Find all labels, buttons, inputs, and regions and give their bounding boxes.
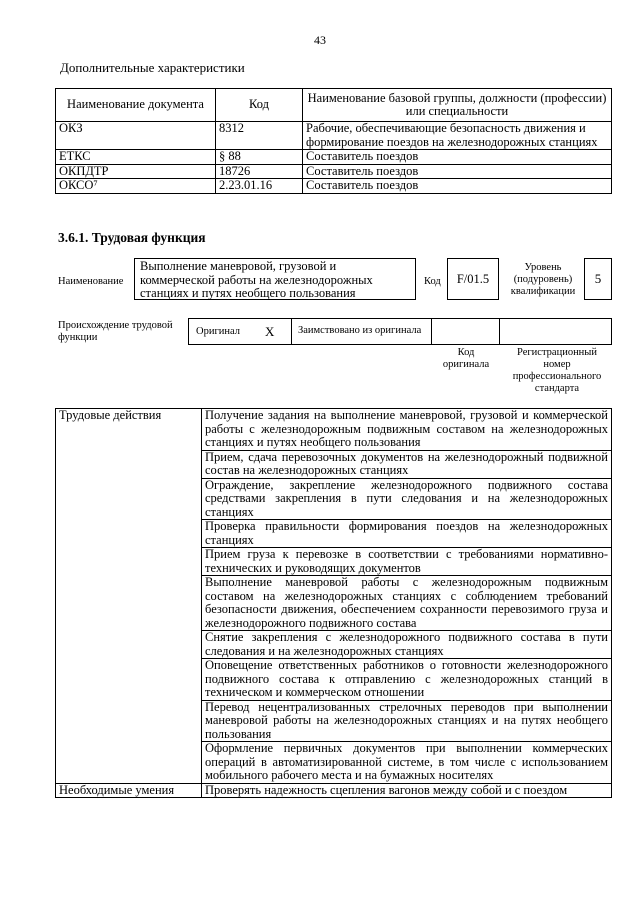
cell-code: 18726 [216, 164, 303, 179]
origin-label: Происхождение трудовой функции [58, 320, 173, 343]
table-row [56, 122, 612, 150]
additional-characteristics-title: Дополнительные характеристики [60, 60, 245, 75]
table-row [56, 409, 612, 451]
action-item: Оформление первичных документов при выполнении коммерческих операций в автоматизированной системе, в том числе с использованием мобильного рабочего места и на бумажных носителях [202, 742, 612, 784]
labor-actions-table [55, 408, 612, 798]
cell-document: ОКПДТР [56, 164, 216, 179]
action-item: Получение задания на выполнение маневровой, грузовой и коммерческой работы с железнодорожным подвижным составом на железнодорожных станциях и путях необщего пользования [202, 409, 612, 451]
level-value-box: 5 [584, 258, 612, 300]
original-code-caption: Код оригинала [442, 347, 490, 370]
table-row [56, 150, 612, 165]
action-item: Прием груза к перевозке в соответствии с требованиями нормативно-технических и руководящих документов [202, 548, 612, 576]
header-document: Наименование документа [56, 89, 216, 122]
cell-group: Составитель поездов [303, 164, 612, 179]
cell-document: ЕТКС [56, 150, 216, 165]
action-item: Прием, сдача перевозочных документов на железнодорожный подвижной состав на железнодорожных станциях [202, 450, 612, 478]
original-mark: X [265, 324, 275, 339]
cell-document: ОКЗ [56, 122, 216, 150]
table-header-row [56, 89, 612, 122]
action-item: Перевод нецентрализованных стрелочных переводов при выполнении маневровой работы на железнодорожных станциях и на путях необщего пользования [202, 700, 612, 742]
action-item: Выполнение маневровой работы с железнодорожным подвижным составом на железнодорожных станциях с соблюдением требований безопасности движения, обеспечением сохранности перевозимого груза и железнодорожного подвижного состава [202, 576, 612, 631]
cell-group: Рабочие, обеспечивающие безопасность движения и формирование поездов на железнодорожных станциях [303, 122, 612, 150]
action-item: Снятие закрепления с железнодорожного подвижного состава в пути следования и на железнодорожных станциях [202, 631, 612, 659]
original-code-box [431, 318, 500, 345]
registration-number-caption: Регистрационный номер профессионального стандарта [512, 347, 602, 394]
characteristics-table [55, 88, 612, 194]
cell-code: 8312 [216, 122, 303, 150]
code-label: Код [424, 276, 441, 287]
borrowed-label: Заимствовано из оригинала [298, 325, 422, 336]
original-box [188, 318, 292, 345]
skills-label: Необходимые умения [56, 783, 202, 798]
action-item: Оповещение ответственных работников о готовности железнодорожного подвижного состава к отправлению с железнодорожных станций в техническом и коммерческом отношении [202, 659, 612, 701]
action-item: Ограждение, закрепление железнодорожного подвижного состава средствами закрепления в пути следования и на железнодорожных станциях [202, 478, 612, 520]
cell-group: Составитель поездов [303, 150, 612, 165]
name-label: Наименование [58, 276, 124, 287]
cell-code: 2.23.01.16 [216, 179, 303, 194]
header-group: Наименование базовой группы, должности (профессии) или специальности [303, 89, 612, 122]
cell-document: ОКСО⁷ [56, 179, 216, 194]
original-label: Оригинал [196, 326, 240, 337]
function-name-box: Выполнение маневровой, грузовой и коммерческой работы на железнодорожных станциях и путях необщего пользования [134, 258, 416, 300]
section-title: 3.6.1. Трудовая функция [58, 230, 206, 245]
page-number: 43 [314, 33, 326, 47]
borrowed-box [291, 318, 432, 345]
skill-item: Проверять надежность сцепления вагонов между собой и с поездом [202, 783, 612, 798]
cell-group: Составитель поездов [303, 179, 612, 194]
cell-code: § 88 [216, 150, 303, 165]
function-code-box: F/01.5 [447, 258, 499, 300]
table-row [56, 179, 612, 194]
table-row [56, 164, 612, 179]
header-code: Код [216, 89, 303, 122]
level-label: Уровень (подуровень) квалификации [510, 262, 576, 297]
table-row [56, 783, 612, 798]
action-item: Проверка правильности формирования поездов на железнодорожных станциях [202, 520, 612, 548]
registration-number-box [499, 318, 612, 345]
actions-label: Трудовые действия [56, 409, 202, 784]
